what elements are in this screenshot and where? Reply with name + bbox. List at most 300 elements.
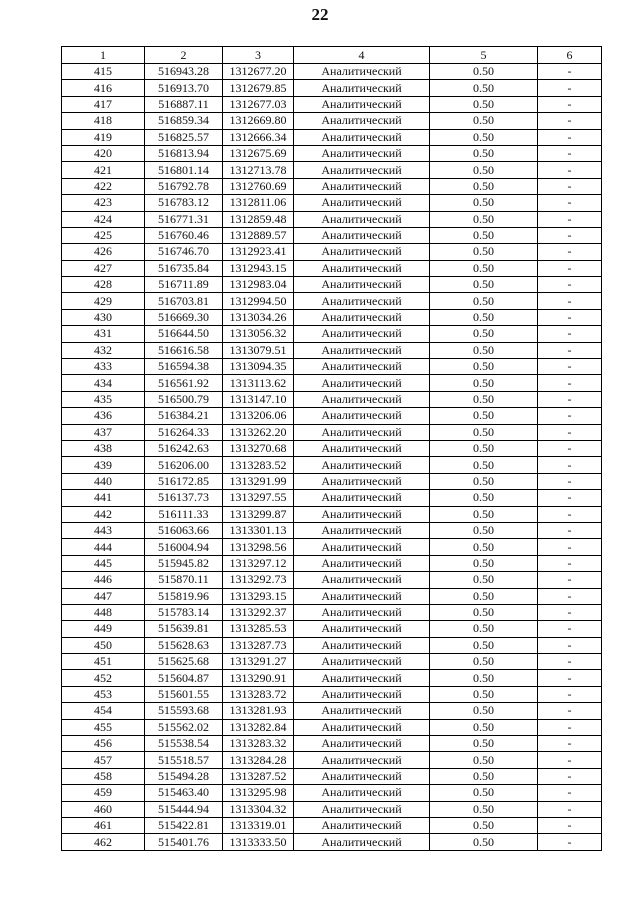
table-row: [62, 260, 602, 276]
y-coordinate-cell: 1313297.55: [223, 490, 294, 506]
table-row: [62, 408, 602, 424]
note-cell: -: [538, 572, 602, 588]
table-row: [62, 555, 602, 571]
accuracy-cell: 0.50: [430, 506, 538, 522]
point-number-cell: 436: [62, 408, 145, 424]
note-cell: -: [538, 227, 602, 243]
x-coordinate-cell: 516801.14: [145, 162, 223, 178]
note-cell: -: [538, 408, 602, 424]
note-cell: -: [538, 588, 602, 604]
note-cell: -: [538, 785, 602, 801]
accuracy-cell: 0.50: [430, 817, 538, 833]
note-cell: -: [538, 113, 602, 129]
method-cell: Аналитический: [294, 768, 430, 784]
x-coordinate-cell: 516561.92: [145, 375, 223, 391]
table-row: [62, 522, 602, 538]
note-cell: -: [538, 359, 602, 375]
accuracy-cell: 0.50: [430, 244, 538, 260]
table-header: [62, 47, 602, 64]
point-number-cell: 430: [62, 309, 145, 325]
accuracy-cell: 0.50: [430, 80, 538, 96]
x-coordinate-cell: 515518.57: [145, 752, 223, 768]
table-row: [62, 244, 602, 260]
y-coordinate-cell: 1312943.15: [223, 260, 294, 276]
x-coordinate-cell: 516063.66: [145, 522, 223, 538]
method-cell: Аналитический: [294, 604, 430, 620]
accuracy-cell: 0.50: [430, 375, 538, 391]
note-cell: -: [538, 178, 602, 194]
accuracy-cell: 0.50: [430, 752, 538, 768]
note-cell: -: [538, 473, 602, 489]
x-coordinate-cell: 516711.89: [145, 277, 223, 293]
point-number-cell: 435: [62, 391, 145, 407]
x-coordinate-cell: 515945.82: [145, 555, 223, 571]
accuracy-cell: 0.50: [430, 654, 538, 670]
x-coordinate-cell: 515625.68: [145, 654, 223, 670]
method-cell: Аналитический: [294, 588, 430, 604]
x-coordinate-cell: 515593.68: [145, 703, 223, 719]
y-coordinate-cell: 1313299.87: [223, 506, 294, 522]
column-header-6: 6: [538, 47, 602, 64]
method-cell: Аналитический: [294, 227, 430, 243]
table-row: [62, 293, 602, 309]
point-number-cell: 438: [62, 440, 145, 456]
note-cell: -: [538, 490, 602, 506]
point-number-cell: 444: [62, 539, 145, 555]
y-coordinate-cell: 1313287.73: [223, 637, 294, 653]
y-coordinate-cell: 1312669.80: [223, 113, 294, 129]
accuracy-cell: 0.50: [430, 719, 538, 735]
point-number-cell: 428: [62, 277, 145, 293]
point-number-cell: 434: [62, 375, 145, 391]
point-number-cell: 418: [62, 113, 145, 129]
table-row: [62, 129, 602, 145]
point-number-cell: 458: [62, 768, 145, 784]
method-cell: Аналитический: [294, 752, 430, 768]
x-coordinate-cell: 516669.30: [145, 309, 223, 325]
accuracy-cell: 0.50: [430, 408, 538, 424]
x-coordinate-cell: 515819.96: [145, 588, 223, 604]
point-number-cell: 447: [62, 588, 145, 604]
table-row: [62, 785, 602, 801]
accuracy-cell: 0.50: [430, 359, 538, 375]
x-coordinate-cell: 515401.76: [145, 834, 223, 850]
method-cell: Аналитический: [294, 785, 430, 801]
column-header-3: 3: [223, 47, 294, 64]
table-row: [62, 686, 602, 702]
accuracy-cell: 0.50: [430, 309, 538, 325]
note-cell: -: [538, 293, 602, 309]
table-row: [62, 113, 602, 129]
method-cell: Аналитический: [294, 703, 430, 719]
y-coordinate-cell: 1313113.62: [223, 375, 294, 391]
x-coordinate-cell: 516792.78: [145, 178, 223, 194]
x-coordinate-cell: 515604.87: [145, 670, 223, 686]
note-cell: -: [538, 686, 602, 702]
method-cell: Аналитический: [294, 670, 430, 686]
point-number-cell: 452: [62, 670, 145, 686]
accuracy-cell: 0.50: [430, 522, 538, 538]
y-coordinate-cell: 1313298.56: [223, 539, 294, 555]
note-cell: -: [538, 703, 602, 719]
table-row: [62, 342, 602, 358]
y-coordinate-cell: 1312677.20: [223, 64, 294, 80]
accuracy-cell: 0.50: [430, 457, 538, 473]
column-header-4: 4: [294, 47, 430, 64]
y-coordinate-cell: 1312923.41: [223, 244, 294, 260]
table-row: [62, 375, 602, 391]
table-row: [62, 440, 602, 456]
method-cell: Аналитический: [294, 654, 430, 670]
point-number-cell: 461: [62, 817, 145, 833]
note-cell: -: [538, 326, 602, 342]
y-coordinate-cell: 1313304.32: [223, 801, 294, 817]
y-coordinate-cell: 1312760.69: [223, 178, 294, 194]
x-coordinate-cell: 516913.70: [145, 80, 223, 96]
y-coordinate-cell: 1312859.48: [223, 211, 294, 227]
point-number-cell: 420: [62, 145, 145, 161]
y-coordinate-cell: 1313290.91: [223, 670, 294, 686]
table-row: [62, 162, 602, 178]
method-cell: Аналитический: [294, 506, 430, 522]
point-number-cell: 423: [62, 195, 145, 211]
note-cell: -: [538, 621, 602, 637]
x-coordinate-cell: 516859.34: [145, 113, 223, 129]
note-cell: -: [538, 162, 602, 178]
accuracy-cell: 0.50: [430, 686, 538, 702]
y-coordinate-cell: 1313292.73: [223, 572, 294, 588]
point-number-cell: 451: [62, 654, 145, 670]
method-cell: Аналитический: [294, 260, 430, 276]
x-coordinate-cell: 516735.84: [145, 260, 223, 276]
table-row: [62, 621, 602, 637]
page-number: 22: [311, 5, 329, 24]
method-cell: Аналитический: [294, 80, 430, 96]
method-cell: Аналитический: [294, 522, 430, 538]
y-coordinate-cell: 1312994.50: [223, 293, 294, 309]
method-cell: Аналитический: [294, 113, 430, 129]
coordinates-table: [61, 46, 602, 851]
point-number-cell: 446: [62, 572, 145, 588]
method-cell: Аналитический: [294, 309, 430, 325]
point-number-cell: 433: [62, 359, 145, 375]
method-cell: Аналитический: [294, 145, 430, 161]
accuracy-cell: 0.50: [430, 64, 538, 80]
y-coordinate-cell: 1312889.57: [223, 227, 294, 243]
accuracy-cell: 0.50: [430, 211, 538, 227]
y-coordinate-cell: 1313287.52: [223, 768, 294, 784]
note-cell: -: [538, 211, 602, 227]
y-coordinate-cell: 1312679.85: [223, 80, 294, 96]
column-header-2: 2: [145, 47, 223, 64]
y-coordinate-cell: 1313297.12: [223, 555, 294, 571]
note-cell: -: [538, 145, 602, 161]
point-number-cell: 441: [62, 490, 145, 506]
point-number-cell: 449: [62, 621, 145, 637]
note-cell: -: [538, 555, 602, 571]
table-row: [62, 539, 602, 555]
x-coordinate-cell: 515562.02: [145, 719, 223, 735]
point-number-cell: 454: [62, 703, 145, 719]
method-cell: Аналитический: [294, 64, 430, 80]
point-number-cell: 424: [62, 211, 145, 227]
note-cell: -: [538, 195, 602, 211]
point-number-cell: 419: [62, 129, 145, 145]
table-body: [62, 64, 602, 851]
method-cell: Аналитический: [294, 572, 430, 588]
x-coordinate-cell: 515444.94: [145, 801, 223, 817]
note-cell: -: [538, 522, 602, 538]
x-coordinate-cell: 516760.46: [145, 227, 223, 243]
table-row: [62, 96, 602, 112]
x-coordinate-cell: 516703.81: [145, 293, 223, 309]
table-row: [62, 145, 602, 161]
x-coordinate-cell: 516384.21: [145, 408, 223, 424]
accuracy-cell: 0.50: [430, 145, 538, 161]
accuracy-cell: 0.50: [430, 391, 538, 407]
note-cell: -: [538, 80, 602, 96]
note-cell: -: [538, 801, 602, 817]
y-coordinate-cell: 1312677.03: [223, 96, 294, 112]
method-cell: Аналитический: [294, 424, 430, 440]
x-coordinate-cell: 515601.55: [145, 686, 223, 702]
note-cell: -: [538, 670, 602, 686]
table-row: [62, 359, 602, 375]
y-coordinate-cell: 1313283.32: [223, 736, 294, 752]
table-row: [62, 588, 602, 604]
note-cell: -: [538, 96, 602, 112]
note-cell: -: [538, 457, 602, 473]
method-cell: Аналитический: [294, 277, 430, 293]
table-row: [62, 473, 602, 489]
table-row: [62, 719, 602, 735]
table-row: [62, 670, 602, 686]
method-cell: Аналитический: [294, 244, 430, 260]
column-header-1: 1: [62, 47, 145, 64]
x-coordinate-cell: 516137.73: [145, 490, 223, 506]
note-cell: -: [538, 752, 602, 768]
note-cell: -: [538, 817, 602, 833]
accuracy-cell: 0.50: [430, 768, 538, 784]
point-number-cell: 429: [62, 293, 145, 309]
table-row: [62, 817, 602, 833]
accuracy-cell: 0.50: [430, 588, 538, 604]
note-cell: -: [538, 539, 602, 555]
method-cell: Аналитический: [294, 326, 430, 342]
x-coordinate-cell: 515639.81: [145, 621, 223, 637]
method-cell: Аналитический: [294, 621, 430, 637]
note-cell: -: [538, 64, 602, 80]
table-row: [62, 703, 602, 719]
method-cell: Аналитический: [294, 637, 430, 653]
y-coordinate-cell: 1313295.98: [223, 785, 294, 801]
point-number-cell: 445: [62, 555, 145, 571]
point-number-cell: 450: [62, 637, 145, 653]
column-header-5: 5: [430, 47, 538, 64]
method-cell: Аналитический: [294, 359, 430, 375]
point-number-cell: 427: [62, 260, 145, 276]
point-number-cell: 440: [62, 473, 145, 489]
x-coordinate-cell: 516264.33: [145, 424, 223, 440]
x-coordinate-cell: 515463.40: [145, 785, 223, 801]
y-coordinate-cell: 1313282.84: [223, 719, 294, 735]
y-coordinate-cell: 1313281.93: [223, 703, 294, 719]
method-cell: Аналитический: [294, 211, 430, 227]
y-coordinate-cell: 1312983.04: [223, 277, 294, 293]
y-coordinate-cell: 1313034.26: [223, 309, 294, 325]
method-cell: Аналитический: [294, 490, 430, 506]
method-cell: Аналитический: [294, 539, 430, 555]
y-coordinate-cell: 1313262.20: [223, 424, 294, 440]
note-cell: -: [538, 391, 602, 407]
point-number-cell: 432: [62, 342, 145, 358]
table-row: [62, 277, 602, 293]
table-row: [62, 195, 602, 211]
accuracy-cell: 0.50: [430, 227, 538, 243]
method-cell: Аналитический: [294, 834, 430, 850]
method-cell: Аналитический: [294, 129, 430, 145]
table-row: [62, 736, 602, 752]
note-cell: -: [538, 244, 602, 260]
note-cell: -: [538, 129, 602, 145]
accuracy-cell: 0.50: [430, 670, 538, 686]
y-coordinate-cell: 1313291.99: [223, 473, 294, 489]
accuracy-cell: 0.50: [430, 178, 538, 194]
y-coordinate-cell: 1313293.15: [223, 588, 294, 604]
point-number-cell: 460: [62, 801, 145, 817]
point-number-cell: 425: [62, 227, 145, 243]
accuracy-cell: 0.50: [430, 490, 538, 506]
table-row: [62, 178, 602, 194]
accuracy-cell: 0.50: [430, 637, 538, 653]
note-cell: -: [538, 506, 602, 522]
method-cell: Аналитический: [294, 375, 430, 391]
y-coordinate-cell: 1313284.28: [223, 752, 294, 768]
x-coordinate-cell: 516242.63: [145, 440, 223, 456]
x-coordinate-cell: 516771.31: [145, 211, 223, 227]
accuracy-cell: 0.50: [430, 703, 538, 719]
note-cell: -: [538, 768, 602, 784]
accuracy-cell: 0.50: [430, 326, 538, 342]
x-coordinate-cell: 516813.94: [145, 145, 223, 161]
accuracy-cell: 0.50: [430, 342, 538, 358]
y-coordinate-cell: 1313291.27: [223, 654, 294, 670]
point-number-cell: 459: [62, 785, 145, 801]
y-coordinate-cell: 1313147.10: [223, 391, 294, 407]
table-row: [62, 604, 602, 620]
y-coordinate-cell: 1313292.37: [223, 604, 294, 620]
accuracy-cell: 0.50: [430, 260, 538, 276]
x-coordinate-cell: 516943.28: [145, 64, 223, 80]
note-cell: -: [538, 342, 602, 358]
x-coordinate-cell: 516783.12: [145, 195, 223, 211]
method-cell: Аналитический: [294, 555, 430, 571]
accuracy-cell: 0.50: [430, 440, 538, 456]
y-coordinate-cell: 1313283.72: [223, 686, 294, 702]
x-coordinate-cell: 516887.11: [145, 96, 223, 112]
accuracy-cell: 0.50: [430, 539, 538, 555]
x-coordinate-cell: 516206.00: [145, 457, 223, 473]
method-cell: Аналитический: [294, 178, 430, 194]
method-cell: Аналитический: [294, 817, 430, 833]
y-coordinate-cell: 1313094.35: [223, 359, 294, 375]
table-row: [62, 752, 602, 768]
x-coordinate-cell: 516616.58: [145, 342, 223, 358]
method-cell: Аналитический: [294, 96, 430, 112]
point-number-cell: 417: [62, 96, 145, 112]
note-cell: -: [538, 604, 602, 620]
point-number-cell: 462: [62, 834, 145, 850]
point-number-cell: 457: [62, 752, 145, 768]
x-coordinate-cell: 515538.54: [145, 736, 223, 752]
x-coordinate-cell: 516644.50: [145, 326, 223, 342]
accuracy-cell: 0.50: [430, 621, 538, 637]
table-row: [62, 424, 602, 440]
table-row: [62, 572, 602, 588]
point-number-cell: 448: [62, 604, 145, 620]
table-row: [62, 490, 602, 506]
x-coordinate-cell: 515870.11: [145, 572, 223, 588]
y-coordinate-cell: 1313285.53: [223, 621, 294, 637]
point-number-cell: 437: [62, 424, 145, 440]
x-coordinate-cell: 516004.94: [145, 539, 223, 555]
y-coordinate-cell: 1313283.52: [223, 457, 294, 473]
y-coordinate-cell: 1312666.34: [223, 129, 294, 145]
table-row: [62, 64, 602, 80]
accuracy-cell: 0.50: [430, 555, 538, 571]
y-coordinate-cell: 1312713.78: [223, 162, 294, 178]
method-cell: Аналитический: [294, 162, 430, 178]
accuracy-cell: 0.50: [430, 801, 538, 817]
table-row: [62, 801, 602, 817]
x-coordinate-cell: 516825.57: [145, 129, 223, 145]
accuracy-cell: 0.50: [430, 785, 538, 801]
x-coordinate-cell: 516594.38: [145, 359, 223, 375]
method-cell: Аналитический: [294, 391, 430, 407]
accuracy-cell: 0.50: [430, 129, 538, 145]
note-cell: -: [538, 719, 602, 735]
x-coordinate-cell: 516746.70: [145, 244, 223, 260]
y-coordinate-cell: 1313301.13: [223, 522, 294, 538]
note-cell: -: [538, 637, 602, 653]
method-cell: Аналитический: [294, 195, 430, 211]
point-number-cell: 442: [62, 506, 145, 522]
accuracy-cell: 0.50: [430, 473, 538, 489]
table-row: [62, 834, 602, 850]
table-row: [62, 309, 602, 325]
point-number-cell: 426: [62, 244, 145, 260]
point-number-cell: 416: [62, 80, 145, 96]
x-coordinate-cell: 516111.33: [145, 506, 223, 522]
accuracy-cell: 0.50: [430, 96, 538, 112]
header-row: [62, 47, 602, 64]
point-number-cell: 443: [62, 522, 145, 538]
method-cell: Аналитический: [294, 293, 430, 309]
point-number-cell: 456: [62, 736, 145, 752]
accuracy-cell: 0.50: [430, 572, 538, 588]
table-row: [62, 227, 602, 243]
accuracy-cell: 0.50: [430, 424, 538, 440]
y-coordinate-cell: 1313206.06: [223, 408, 294, 424]
method-cell: Аналитический: [294, 440, 430, 456]
point-number-cell: 439: [62, 457, 145, 473]
x-coordinate-cell: 515783.14: [145, 604, 223, 620]
table-row: [62, 211, 602, 227]
accuracy-cell: 0.50: [430, 293, 538, 309]
accuracy-cell: 0.50: [430, 277, 538, 293]
note-cell: -: [538, 440, 602, 456]
x-coordinate-cell: 515494.28: [145, 768, 223, 784]
